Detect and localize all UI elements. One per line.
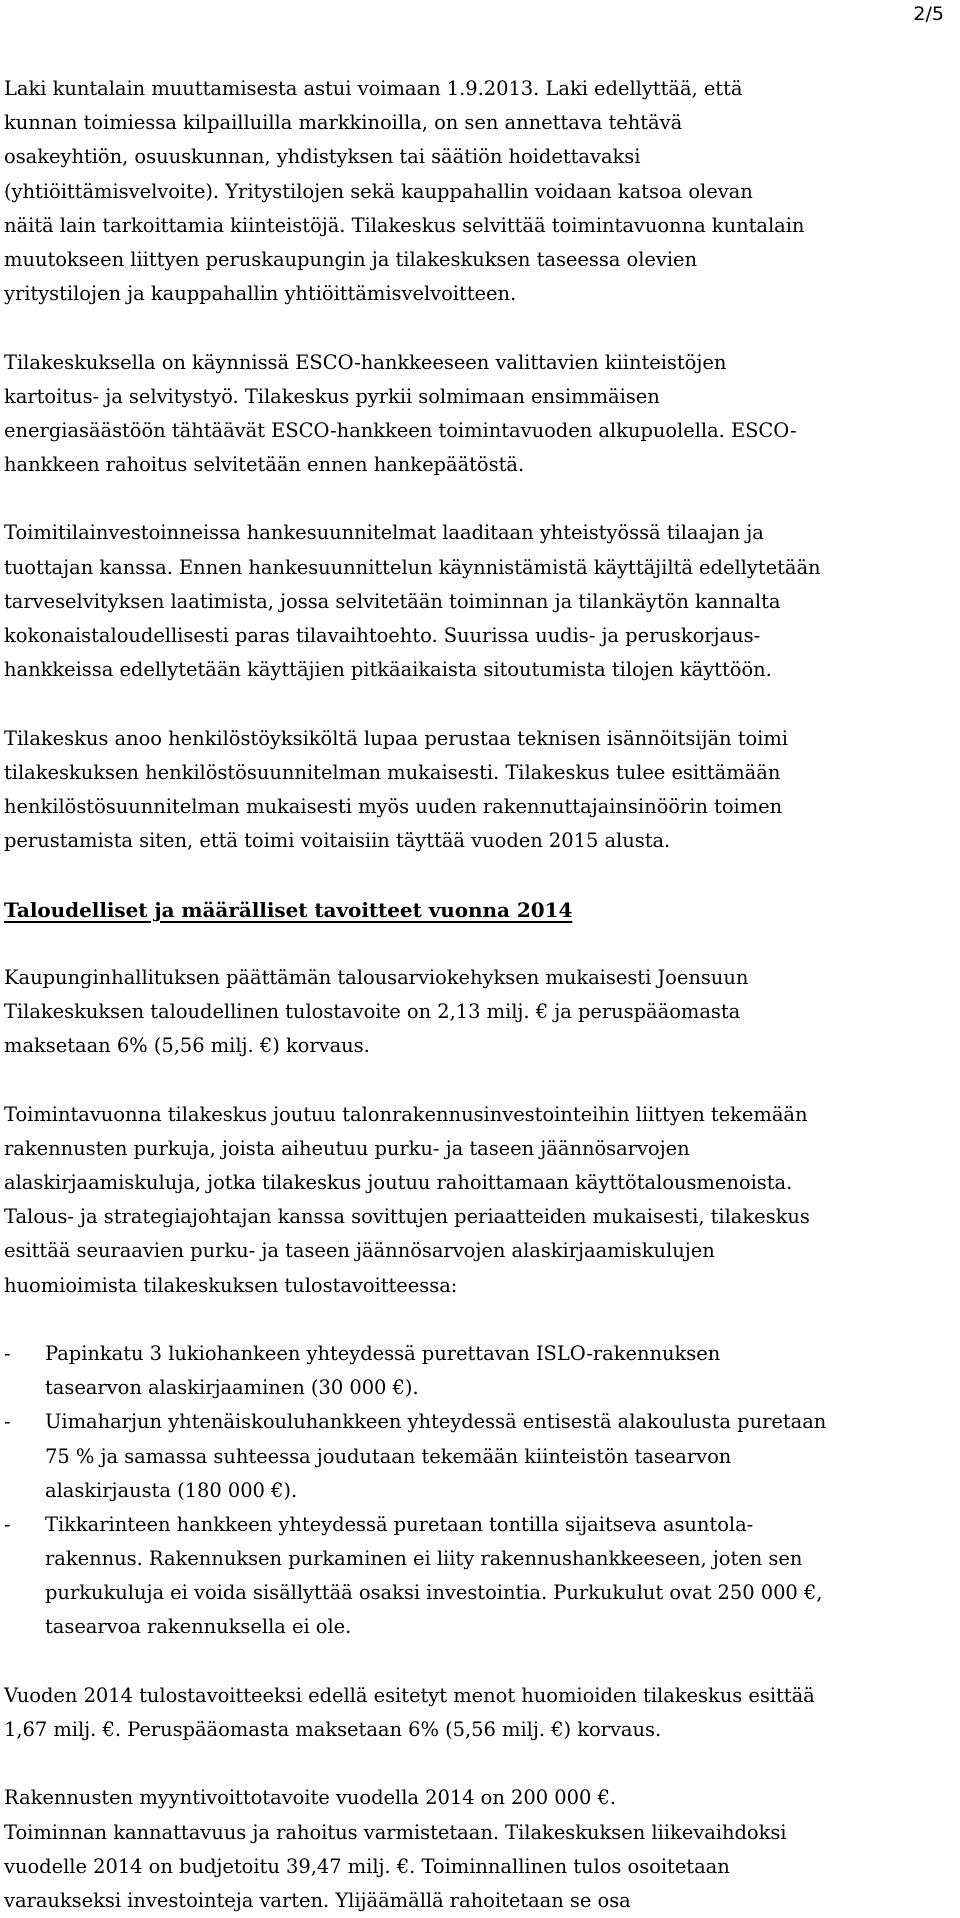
list-item [4,1337,960,1405]
bullet-dash: - [4,1410,11,1434]
paragraph-law-change [4,72,960,311]
text-line: yritystilojen ja kauppahallin yhtiöittämisvelvoitteen. [4,282,517,306]
page-number: 2/5 [913,3,944,25]
text-line: huomioimista tilakeskuksen tulostavoitteessa: [4,1273,458,1297]
text-line: rakennus. Rakennuksen purkaminen ei liity rakennushankkeeseen, joten sen [45,1547,803,1571]
paragraph-demolitions [4,1098,960,1303]
list-item [4,1508,960,1645]
text-line: Rakennusten myyntivoittotavoite vuodella 2014 on 200 000 €. [4,1786,616,1810]
text-line: kartoitus- ja selvitystyö. Tilakeskus pyrkii solmimaan ensimmäisen [4,384,660,408]
text-line: näitä lain tarkoittamia kiinteistöjä. Tilakeskus selvittää toimintavuonna kuntalain [4,213,805,237]
bullet-dash: - [4,1512,11,1536]
text-line: kunnan toimiessa kilpailluilla markkinoilla, on sen annettava tehtävä [4,111,683,135]
paragraph-financial-target [4,961,960,1064]
document-body [0,72,960,1918]
text-line: Laki kuntalain muuttamisesta astui voimaan 1.9.2013. Laki edellyttää, että [4,77,743,100]
text-line: alaskirjausta (180 000 €). [45,1478,298,1502]
text-line: Uimaharjun yhtenäiskouluhankkeen yhteydessä entisestä alakoulusta puretaan [45,1410,827,1434]
bullet-dash: - [4,1341,11,1365]
text-line: Tilakeskuksen taloudellinen tulostavoite on 2,13 milj. € ja peruspääomasta [4,1000,741,1024]
paragraph-esco [4,346,960,483]
text-line: Talous- ja strategiajohtajan kanssa sovittujen periaatteiden mukaisesti, tilakeskus [4,1205,810,1229]
text-line: tarveselvityksen laatimista, jossa selvitetään toiminnan ja tilankäytön kannalta [4,589,781,613]
text-line: Papinkatu 3 lukiohankeen yhteydessä purettavan ISLO-rakennuksen [45,1341,721,1365]
text-line: vuodelle 2014 on budjetoitu 39,47 milj. €. Toiminnallinen tulos osoitetaan [4,1854,730,1878]
text-line: varaukseksi investointeja varten. Ylijäämällä rahoitetaan se osa [4,1888,631,1912]
text-line: Tikkarinteen hankkeen yhteydessä puretaan tontilla sijaitseva asuntola- [45,1512,754,1536]
text-line: Vuoden 2014 tulostavoitteeksi edellä esitetyt menot huomioiden tilakeskus esittää [4,1683,815,1707]
text-line: Toimintavuonna tilakeskus joutuu talonrakennusinvestointeihin liittyen tekemään [4,1102,808,1126]
text-line: tasearvoa rakennuksella ei ole. [45,1615,352,1639]
text-line: tuottajan kanssa. Ennen hankesuunnittelun käynnistämistä käyttäjiltä edellytetään [4,555,821,579]
text-line: Tilakeskuksella on käynnissä ESCO-hankkeeseen valittavien kiinteistöjen [4,350,727,374]
text-line: osakeyhtiön, osuuskunnan, yhdistyksen tai säätiön hoidettavaksi [4,145,641,169]
text-line: henkilöstösuunnitelman mukaisesti myös uuden rakennuttajainsinöörin toimen [4,794,783,818]
list-item [4,1405,960,1508]
paragraph-result-target [4,1679,960,1747]
text-line: 75 % ja samassa suhteessa joudutaan tekemään kiinteistön tasearvon [45,1444,732,1468]
text-line: Kaupunginhallituksen päättämän talousarviokehyksen mukaisesti Joensuun [4,965,749,989]
text-line: tilakeskuksen henkilöstösuunnitelman mukaisesti. Tilakeskus tulee esittämään [4,760,781,784]
text-line: kokonaistaloudellisesti paras tilavaihtoehto. Suurissa uudis- ja peruskorjaus- [4,624,761,647]
text-line: hankkeen rahoitus selvitetään ennen hankepäätöstä. [4,453,525,477]
text-line: Toiminnan kannattavuus ja rahoitus varmistetaan. Tilakeskuksen liikevaihdoksi [4,1820,787,1844]
text-line: muutokseen liittyen peruskaupungin ja tilakeskuksen taseessa olevien [4,247,698,271]
paragraph-staff [4,722,960,859]
text-line: (yhtiöittämisvelvoite). Yritystilojen sekä kauppahallin voidaan katsoa olevan [4,179,753,203]
text-line: purkukuluja ei voida sisällyttää osaksi investointia. Purkukulut ovat 250 000 €, [45,1581,823,1605]
text-line: tasearvon alaskirjaaminen (30 000 €). [45,1376,419,1400]
bullet-list [4,1337,960,1645]
text-line: Tilakeskus anoo henkilöstöyksiköltä lupaa perustaa teknisen isännöitsijän toimi [4,726,788,750]
text-line: energiasäästöön tähtäävät ESCO-hankkeen toimintavuoden alkupuolella. ESCO- [4,418,797,442]
text-line: esittää seuraavien purku- ja taseen jäännösarvojen alaskirjaamiskulujen [4,1239,715,1263]
paragraph-investments [4,516,960,687]
text-line: perustamista siten, että toimi voitaisiin täyttää vuoden 2015 alusta. [4,829,671,853]
section-heading: Taloudelliset ja määrälliset tavoitteet vuonna 2014 [4,897,573,922]
text-line: hankkeissa edellytetään käyttäjien pitkäaikaista sitoutumista tilojen käyttöön. [4,658,772,682]
text-line: maksetaan 6% (5,56 milj. €) korvaus. [4,1034,370,1058]
text-line: 1,67 milj. €. Peruspääomasta maksetaan 6% (5,56 milj. €) korvaus. [4,1718,662,1741]
text-line: Toimitilainvestoinneissa hankesuunnitelmat laaditaan yhteistyössä tilaajan ja [4,521,764,545]
text-line: alaskirjaamiskuluja, jotka tilakeskus joutuu rahoittamaan käyttötalousmenoista. [4,1171,793,1194]
paragraph-sales-target [4,1781,960,1918]
text-line: rakennusten purkuja, joista aiheutuu purku- ja taseen jäännösarvojen [4,1136,690,1160]
